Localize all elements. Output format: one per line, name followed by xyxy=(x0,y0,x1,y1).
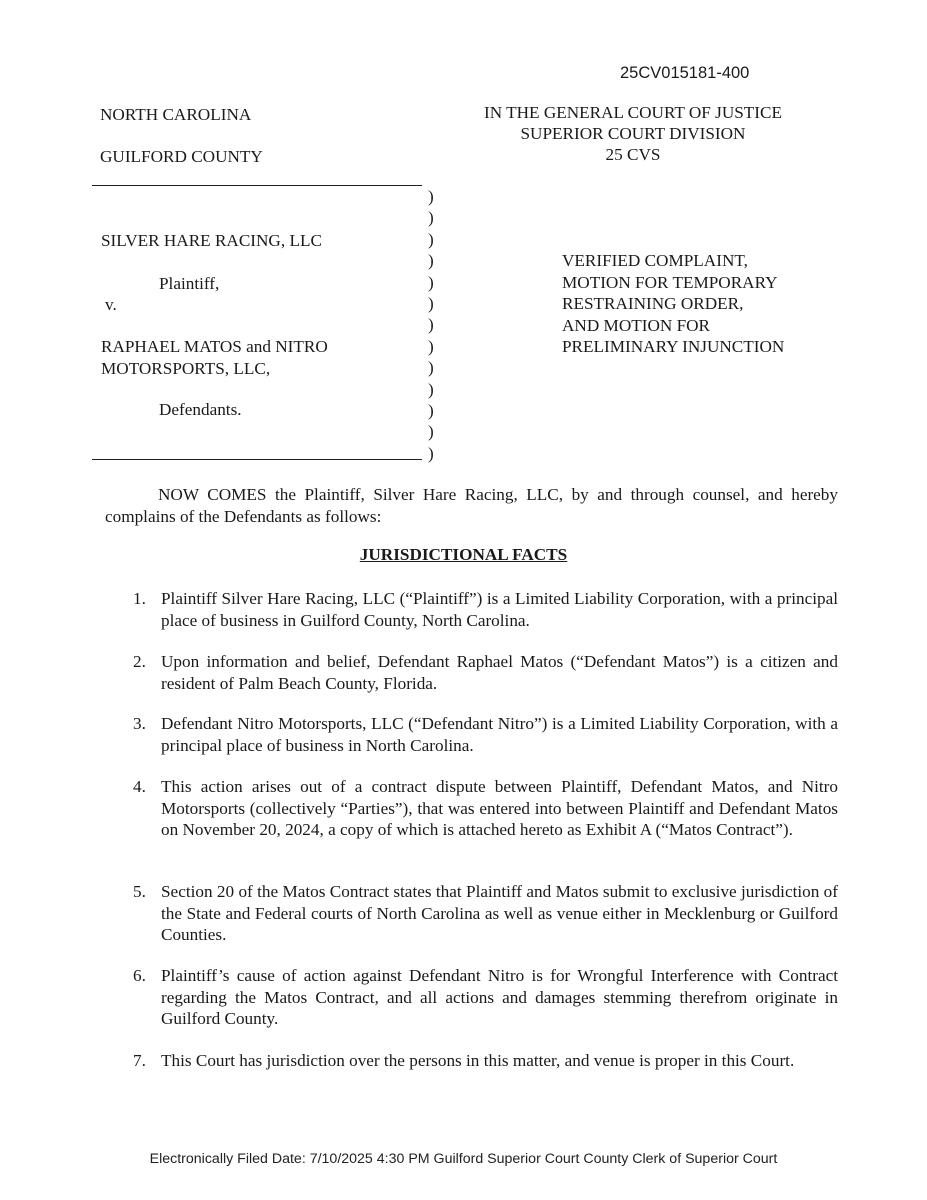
paren: ) xyxy=(428,443,434,463)
numbered-paragraph xyxy=(133,776,838,841)
defendant-role: Defendants. xyxy=(159,400,242,419)
court-line: 25 CVS xyxy=(605,145,661,164)
paren: ) xyxy=(428,187,434,206)
numbered-paragraph xyxy=(133,651,838,694)
court-line: SUPERIOR COURT DIVISION xyxy=(520,124,746,143)
section-heading: JURISDICTIONAL FACTS xyxy=(359,545,568,564)
paragraph-number: 3. xyxy=(133,714,146,733)
numbered-paragraph xyxy=(133,713,838,756)
state-name: NORTH CAROLINA xyxy=(100,105,252,124)
title-line: RESTRAINING ORDER, xyxy=(562,294,744,313)
title-line: AND MOTION FOR xyxy=(562,315,711,335)
paren: ) xyxy=(428,400,434,420)
paren: ) xyxy=(428,251,434,271)
versus: v. xyxy=(105,295,117,314)
numbered-paragraph xyxy=(133,965,838,1030)
document-title xyxy=(562,250,784,358)
paren: ) xyxy=(428,336,434,356)
paragraph-number: 7. xyxy=(133,1051,146,1070)
numbered-paragraph xyxy=(133,1050,838,1072)
plaintiff-name: SILVER HARE RACING, LLC xyxy=(101,231,322,250)
title-line: MOTION FOR TEMPORARY xyxy=(562,272,778,292)
case-number: 25CV015181-400 xyxy=(620,64,750,82)
paragraph-number: 4. xyxy=(133,777,146,796)
title-line: VERIFIED COMPLAINT, xyxy=(562,251,748,270)
paragraph-text: This action arises out of a contract dispute between Plaintiff, Defendant Matos, and Nitro Motorsports (collectively “Parties”), that was entered into between Plaintiff and Defendant Matos on November 20, 2024, a copy of which is attached hereto as Exhibit A (“Matos Contract”). xyxy=(161,777,838,839)
paren: ) xyxy=(428,272,434,292)
paren: ) xyxy=(428,315,434,335)
paragraph-text: Plaintiff’s cause of action against Defendant Nitro is for Wrongful Interference with Contract regarding the Matos Contract, and all actions and damages stemming therefrom originate in Guilford County. xyxy=(161,966,838,1028)
paragraph-text: This Court has jurisdiction over the persons in this matter, and venue is proper in this Court. xyxy=(161,1051,795,1070)
court-heading xyxy=(473,102,793,165)
paren: ) xyxy=(428,229,434,249)
paragraph-text: Upon information and belief, Defendant Raphael Matos (“Defendant Matos”) is a citizen and resident of Palm Beach County, Florida. xyxy=(161,652,838,693)
filing-footer: Electronically Filed Date: 7/10/2025 4:30 PM Guilford Superior Court County Clerk of Superior Court xyxy=(149,1151,778,1167)
numbered-paragraph xyxy=(133,588,838,631)
defendant-line: RAPHAEL MATOS and NITRO xyxy=(101,337,328,356)
paren: ) xyxy=(428,358,434,378)
paragraph-text: Section 20 of the Matos Contract states that Plaintiff and Matos submit to exclusive jurisdiction of the State and Federal courts of North Carolina as well as venue either in Mecklenburg or Guilford Counties. xyxy=(161,882,838,944)
caption-bottom-rule xyxy=(92,459,422,460)
paragraph-number: 6. xyxy=(133,966,146,985)
paren: ) xyxy=(428,422,434,442)
plaintiff-role: Plaintiff, xyxy=(159,274,220,293)
caption-parentheses xyxy=(428,186,434,464)
county-name: GUILFORD COUNTY xyxy=(100,147,263,166)
paragraph-number: 5. xyxy=(133,882,146,901)
paragraph-number: 1. xyxy=(133,589,146,608)
paragraph-number: 2. xyxy=(133,652,146,671)
paren: ) xyxy=(428,208,434,228)
title-line: PRELIMINARY INJUNCTION xyxy=(562,337,785,356)
paragraph-text: Defendant Nitro Motorsports, LLC (“Defendant Nitro”) is a Limited Liability Corporation, with a principal place of business in North Carolina. xyxy=(161,714,838,755)
numbered-paragraph xyxy=(133,881,838,946)
intro-paragraph: NOW COMES the Plaintiff, Silver Hare Racing, LLC, by and through counsel, and hereby complains of the Defendants as follows: xyxy=(105,485,838,526)
defendant-line: MOTORSPORTS, LLC, xyxy=(101,358,271,378)
caption-top-rule xyxy=(92,185,422,186)
paren: ) xyxy=(428,379,434,399)
defendant-names xyxy=(101,336,328,379)
court-line: IN THE GENERAL COURT OF JUSTICE xyxy=(483,103,782,122)
paren: ) xyxy=(428,293,434,313)
paragraph-text: Plaintiff Silver Hare Racing, LLC (“Plaintiff”) is a Limited Liability Corporation, with a principal place of business in Guilford County, North Carolina. xyxy=(161,589,838,630)
